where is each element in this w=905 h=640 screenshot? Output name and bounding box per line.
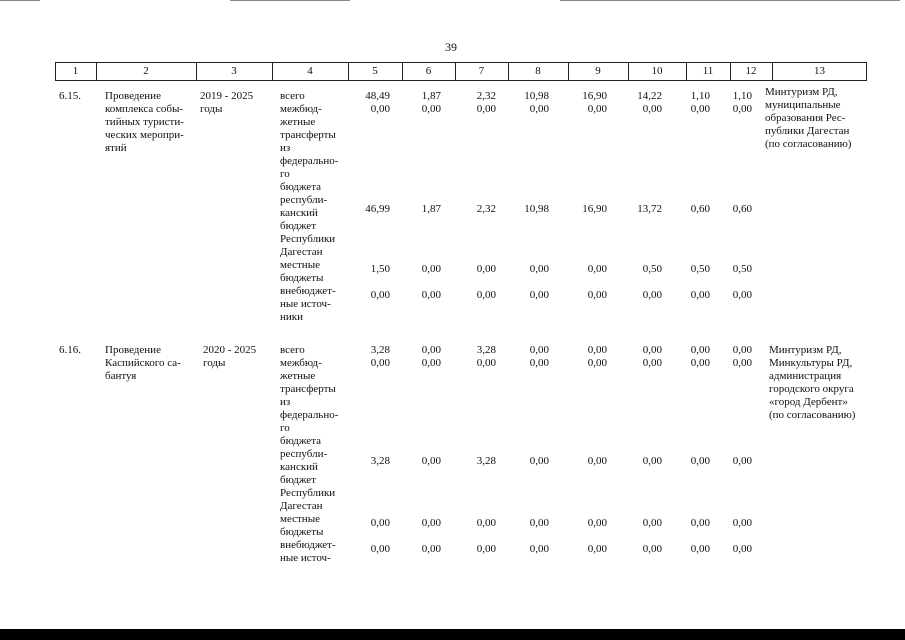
value-extra-col7: 0,00 <box>476 542 496 555</box>
value-local-col5: 0,00 <box>370 516 390 529</box>
value-local-col10: 0,50 <box>642 262 662 275</box>
value-total-col6: 1,87 <box>421 90 441 102</box>
value-total-col12: 0,00 <box>732 344 752 356</box>
value-total-col8: 10,98 <box>524 90 549 102</box>
executor-line: (по согласованию) <box>765 138 852 150</box>
period-line: 2019 - 2025 <box>200 90 254 102</box>
activity-name-line: Каспийского са- <box>105 357 181 369</box>
value-republic-col8: 0,00 <box>529 454 549 467</box>
value-extra-col12: 0,00 <box>732 288 752 301</box>
value-local-col8: 0,00 <box>529 262 549 275</box>
value-local-col11: 0,00 <box>690 516 710 529</box>
value-federal-col7: 0,00 <box>476 357 496 369</box>
funding-source-line: ники <box>280 311 304 323</box>
value-local-col7: 0,00 <box>476 262 496 275</box>
value-total-col9: 16,90 <box>582 90 607 102</box>
funding-source-line: Дагестан <box>280 500 323 512</box>
value-republic-col9: 0,00 <box>587 454 607 467</box>
value-extra-col5: 0,00 <box>370 288 390 301</box>
value-local-col11: 0,50 <box>690 262 710 275</box>
row-number: 6.16. <box>59 344 81 356</box>
value-local-col6: 0,00 <box>421 262 441 275</box>
page-number: 39 <box>445 40 457 54</box>
value-republic-col8: 10,98 <box>524 202 549 215</box>
header-cell-1: 1 <box>72 65 79 77</box>
activity-name-line: бантуя <box>105 370 137 382</box>
value-federal-col11: 0,00 <box>690 103 710 115</box>
value-federal-col5: 0,00 <box>370 103 390 115</box>
funding-source-line: го <box>280 168 290 180</box>
value-federal-col12: 0,00 <box>732 357 752 369</box>
scan-bottom-edge <box>0 629 905 640</box>
value-extra-col8: 0,00 <box>529 288 549 301</box>
activity-name-line: ятий <box>105 142 127 154</box>
value-extra-col7: 0,00 <box>476 288 496 301</box>
value-total-col5: 3,28 <box>370 344 390 356</box>
funding-source-line: го <box>280 422 290 434</box>
value-local-col10: 0,00 <box>642 516 662 529</box>
value-federal-col11: 0,00 <box>690 357 710 369</box>
value-federal-col12: 0,00 <box>732 103 752 115</box>
value-republic-col5: 46,99 <box>365 202 390 215</box>
value-federal-col8: 0,00 <box>529 357 549 369</box>
funding-source-line: внебюджет- <box>280 539 336 551</box>
value-local-col9: 0,00 <box>587 262 607 275</box>
value-total-col11: 1,10 <box>690 90 710 102</box>
value-local-col12: 0,00 <box>732 516 752 529</box>
value-local-col12: 0,50 <box>732 262 752 275</box>
value-republic-col10: 0,00 <box>642 454 662 467</box>
executor-line: (по согласованию) <box>769 409 856 421</box>
value-federal-col8: 0,00 <box>529 103 549 115</box>
funding-source-line: республи- <box>280 448 328 460</box>
executor-line: Минтуризм РД, <box>765 86 838 98</box>
value-extra-col9: 0,00 <box>587 288 607 301</box>
value-federal-col6: 0,00 <box>421 103 441 115</box>
value-federal-col5: 0,00 <box>370 357 390 369</box>
value-total-col10: 0,00 <box>642 344 662 356</box>
value-total-col9: 0,00 <box>587 344 607 356</box>
header-cell-7: 7 <box>478 65 485 77</box>
scan-artifact-line <box>230 0 350 1</box>
value-local-col6: 0,00 <box>421 516 441 529</box>
funding-source-line: Дагестан <box>280 246 323 258</box>
executor-line: публики Дагестан <box>765 125 850 137</box>
activity-name-line: Проведение <box>105 90 161 102</box>
funding-source-line: межбюд- <box>280 357 322 369</box>
funding-source-line: трансферты <box>280 129 336 141</box>
period-line: 2020 - 2025 <box>203 344 257 356</box>
value-total-col5: 48,49 <box>365 90 390 102</box>
value-republic-col6: 0,00 <box>421 454 441 467</box>
funding-source-line: из <box>280 396 291 408</box>
funding-source-line: бюджеты <box>280 526 324 538</box>
funding-source-line: трансферты <box>280 383 336 395</box>
activity-name-line: комплекса собы- <box>105 103 184 115</box>
value-federal-col6: 0,00 <box>421 357 441 369</box>
value-local-col7: 0,00 <box>476 516 496 529</box>
funding-source-line: бюджеты <box>280 272 324 284</box>
funding-source-line: бюджета <box>280 181 322 193</box>
value-total-col6: 0,00 <box>421 344 441 356</box>
executor-line: администрация <box>769 370 842 382</box>
funding-source-line: ные источ- <box>280 552 331 564</box>
funding-source-line: ные источ- <box>280 298 331 310</box>
value-extra-col6: 0,00 <box>421 542 441 555</box>
funding-source-line: федерально- <box>280 409 339 421</box>
header-cell-8: 8 <box>535 65 541 77</box>
funding-source-line: жетные <box>280 116 316 128</box>
value-republic-col6: 1,87 <box>421 202 441 215</box>
value-local-col5: 1,50 <box>370 262 390 275</box>
header-cell-3: 3 <box>231 65 237 77</box>
value-total-col7: 3,28 <box>476 344 496 356</box>
value-republic-col11: 0,60 <box>690 202 710 215</box>
value-republic-col5: 3,28 <box>370 454 390 467</box>
executor-line: Минтуризм РД, <box>769 344 842 356</box>
value-extra-col9: 0,00 <box>587 542 607 555</box>
header-cell-11: 11 <box>702 65 714 77</box>
activity-name-line: тийных туристи- <box>105 116 184 128</box>
value-republic-col7: 2,32 <box>476 202 496 215</box>
value-extra-col11: 0,00 <box>690 288 710 301</box>
funding-source-line: всего <box>280 90 305 102</box>
funding-source-line: местные <box>280 513 320 525</box>
funding-source-line: из <box>280 142 291 154</box>
value-extra-col12: 0,00 <box>732 542 752 555</box>
funding-source-line: федерально- <box>280 155 339 167</box>
value-total-col12: 1,10 <box>732 90 752 102</box>
funding-source-line: Республики <box>280 487 336 499</box>
header-cell-10: 10 <box>651 65 663 77</box>
value-federal-col9: 0,00 <box>587 357 607 369</box>
period-line: годы <box>200 103 223 115</box>
funding-source-line: внебюджет- <box>280 285 336 297</box>
value-republic-col11: 0,00 <box>690 454 710 467</box>
value-local-col8: 0,00 <box>529 516 549 529</box>
scan-artifact-line <box>560 0 900 1</box>
period-line: годы <box>203 357 226 369</box>
value-extra-col10: 0,00 <box>642 542 662 555</box>
executor-line: образования Рес- <box>765 112 846 124</box>
value-federal-col10: 0,00 <box>642 357 662 369</box>
value-republic-col10: 13,72 <box>637 202 662 215</box>
funding-source-line: канский <box>280 207 318 219</box>
executor-line: городского округа <box>769 383 854 395</box>
value-extra-col10: 0,00 <box>642 288 662 301</box>
funding-source-line: всего <box>280 344 305 356</box>
value-federal-col10: 0,00 <box>642 103 662 115</box>
row-number: 6.15. <box>59 90 81 102</box>
value-republic-col7: 3,28 <box>476 454 496 467</box>
header-cell-13: 13 <box>814 65 825 77</box>
value-federal-col9: 0,00 <box>587 103 607 115</box>
header-cell-5: 5 <box>372 65 378 77</box>
value-total-col10: 14,22 <box>637 90 662 102</box>
activity-name-line: Проведение <box>105 344 161 356</box>
value-total-col8: 0,00 <box>529 344 549 356</box>
scan-artifact-line <box>0 0 40 1</box>
funding-source-line: бюджет <box>280 220 316 232</box>
funding-source-line: бюджет <box>280 474 316 486</box>
executor-line: муниципальные <box>765 99 841 111</box>
funding-source-line: местные <box>280 259 320 271</box>
value-extra-col5: 0,00 <box>370 542 390 555</box>
header-cell-6: 6 <box>425 65 432 77</box>
funding-source-line: бюджета <box>280 435 322 447</box>
header-cell-2: 2 <box>143 65 149 77</box>
value-local-col9: 0,00 <box>587 516 607 529</box>
value-republic-col9: 16,90 <box>582 202 607 215</box>
header-cell-9: 9 <box>595 65 601 77</box>
executor-line: «город Дербент» <box>769 396 848 408</box>
funding-source-line: республи- <box>280 194 328 206</box>
header-cell-4: 4 <box>307 65 313 77</box>
executor-line: Минкультуры РД, <box>769 357 853 369</box>
funding-source-line: Республики <box>280 233 336 245</box>
activity-name-line: ческих меропри- <box>105 129 184 141</box>
funding-source-line: канский <box>280 461 318 473</box>
value-total-col7: 2,32 <box>476 90 496 102</box>
value-federal-col7: 0,00 <box>476 103 496 115</box>
value-extra-col8: 0,00 <box>529 542 549 555</box>
value-republic-col12: 0,00 <box>732 454 752 467</box>
value-extra-col11: 0,00 <box>690 542 710 555</box>
header-cell-12: 12 <box>745 65 757 77</box>
funding-source-line: жетные <box>280 370 316 382</box>
funding-source-line: межбюд- <box>280 103 322 115</box>
value-extra-col6: 0,00 <box>421 288 441 301</box>
value-republic-col12: 0,60 <box>732 202 752 215</box>
value-total-col11: 0,00 <box>690 344 710 356</box>
